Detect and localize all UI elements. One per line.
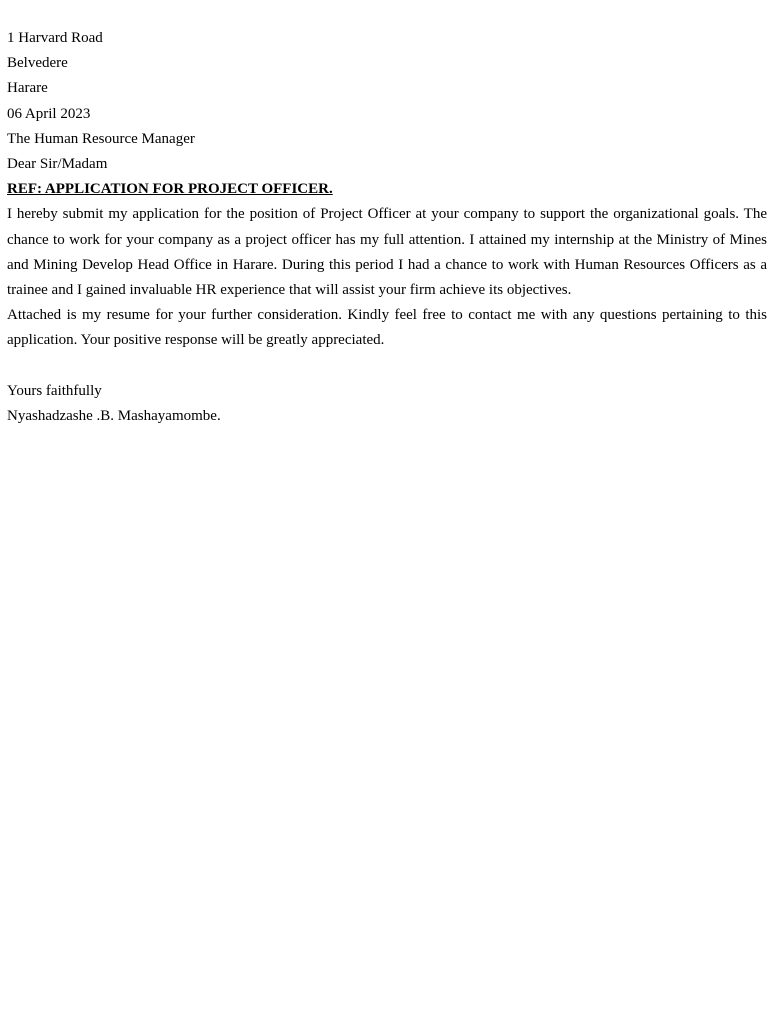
- salutation: Dear Sir/Madam: [7, 156, 108, 173]
- recipient: The Human Resource Manager: [7, 130, 195, 147]
- signature-name: Nyashadzashe .B. Mashayamombe.: [7, 408, 221, 425]
- sender-address-line-3: Harare: [7, 80, 48, 97]
- subject-heading: REF: APPLICATION FOR PROJECT OFFICER.: [7, 181, 333, 198]
- sender-address-line-1: 1 Harvard Road: [7, 30, 103, 46]
- body-paragraph-1: I hereby submit my application for the position of Project Officer at your company to support the organizational goals. The chance to work for your company as a project officer has my full attention. I attained my internship at the Ministry of Mines and Mining Develop Head Office in Harare. During this period I had a chance to work with Human Resources Officers as a trainee and I gained invaluable HR experience that will assist your firm achieve its objectives.: [7, 206, 767, 299]
- closing: Yours faithfully: [7, 382, 102, 399]
- body-paragraph-2: Attached is my resume for your further consideration. Kindly feel free to contact me with any questions pertaining to this application. Your positive response will be greatly appreciated.: [7, 307, 767, 349]
- letter-date: 06 April 2023: [7, 105, 91, 122]
- blank-line: [7, 354, 767, 379]
- sender-address-line-2: Belvedere: [7, 55, 68, 72]
